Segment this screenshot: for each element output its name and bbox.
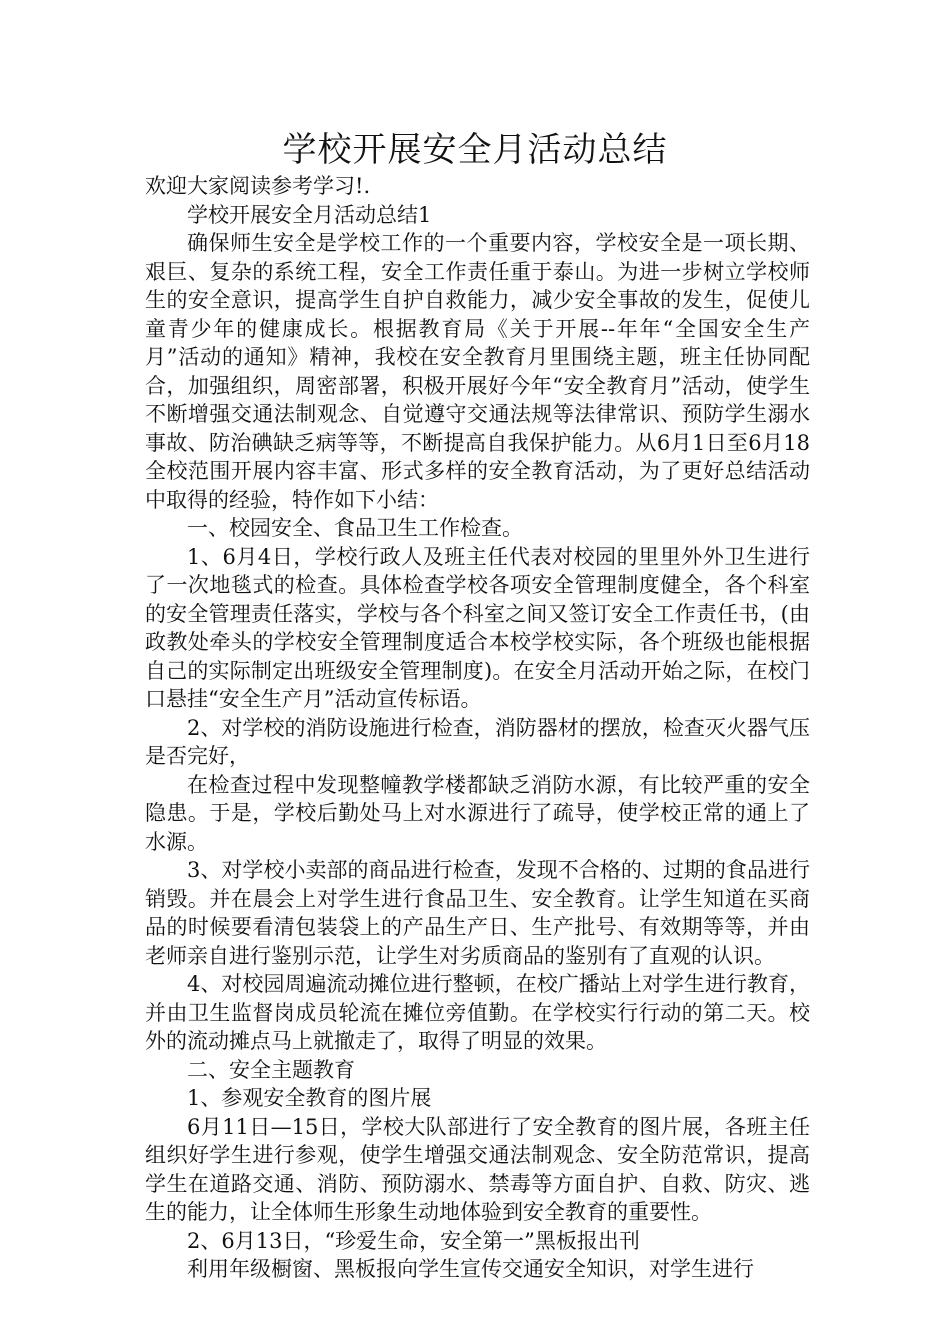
subsection-heading: 2、6月13日，“珍爱生命，安全第一”黑板报出刊	[187, 1228, 640, 1253]
section-heading: 二、安全主题教育	[187, 1057, 355, 1082]
paragraph: 1、6月4日，学校行政人及班主任代表对校园的里里外外卫生进行了一次地毯式的检查。具体检查学校各项安全管理制度健全，各个科室的安全管理责任落实，学校与各个科室之间又签订安全工作责任书，(由政教处牵头的学校安全管理制度适合本校学校实际，各个班级也能根据自己的实际制定出班级安全管理制度)。在安全月活动开始之际，在校门口悬挂“安全生产月”活动宣传标语。	[145, 544, 810, 711]
paragraph: 3、对学校小卖部的商品进行检查，发现不合格的、过期的食品进行销毁。并在晨会上对学生进行食品卫生、安全教育。让学生知道在买商品的时候要看清包装袋上的产品生产日、生产批号、有效期等等，并由老师亲自进行鉴别示范，让学生对劣质商品的鉴别有了直观的认识。	[145, 858, 810, 968]
document-title: 学校开展安全月活动总结	[282, 130, 668, 170]
intro-line: 欢迎大家阅读参考学习!.	[145, 174, 371, 198]
paragraph: 6月11日—15日，学校大队部进行了安全教育的图片展，各班主任组织好学生进行参观，使学生增强交通法制观念、安全防范常识，提高学生在道路交通、消防、预防溺水、禁毒等方面自护、自救、防灾、逃生的能力，让全体师生形象生动地体验到安全教育的重要性。	[145, 1114, 810, 1224]
subsection-heading: 1、参观安全教育的图片展	[187, 1086, 432, 1110]
paragraph: 利用年级橱窗、黑板报向学生宣传交通安全知识，对学生进行	[187, 1257, 754, 1281]
paragraph: 在检查过程中发现整幢教学楼都缺乏消防水源，有比较严重的安全隐患。于是，学校后勤处马上对水源进行了疏导，使学校正常的通上了水源。	[145, 772, 810, 854]
document-body	[145, 172, 810, 1284]
section-heading: 一、校园安全、食品卫生工作检查。	[187, 516, 523, 540]
section-heading: 学校开展安全月活动总结1	[187, 202, 432, 227]
paragraph: 确保师生安全是学校工作的一个重要内容，学校安全是一项长期、艰巨、复杂的系统工程，安全工作责任重于泰山。为进一步树立学校师生的安全意识，提高学生自护自救能力，减少安全事故的发生，促使儿童青少年的健康成长。根据教育局《关于开展--年年“全国安全生产月”活动的通知》精神，我校在安全教育月里围绕主题，班主任协同配合，加强组织，周密部署，积极开展好今年“安全教育月”活动，使学生不断增强交通法制观念、自觉遵守交通法规等法律常识、预防学生溺水事故、防治碘缺乏病等等，不断提高自我保护能力。从6月1日至6月18全校范围开展内容丰富、形式多样的安全教育活动，为了更好总结活动中取得的经验，特作如下小结：	[145, 231, 810, 512]
paragraph: 4、对校园周遍流动摊位进行整顿，在校广播站上对学生进行教育，并由卫生监督岗成员轮流在摊位旁值勤。在学校实行行动的第二天。校外的流动摊点马上就撤走了，取得了明显的效果。	[145, 972, 810, 1053]
paragraph: 2、对学校的消防设施进行检查，消防器材的摆放，检查灭火器气压是否完好，	[145, 715, 810, 768]
